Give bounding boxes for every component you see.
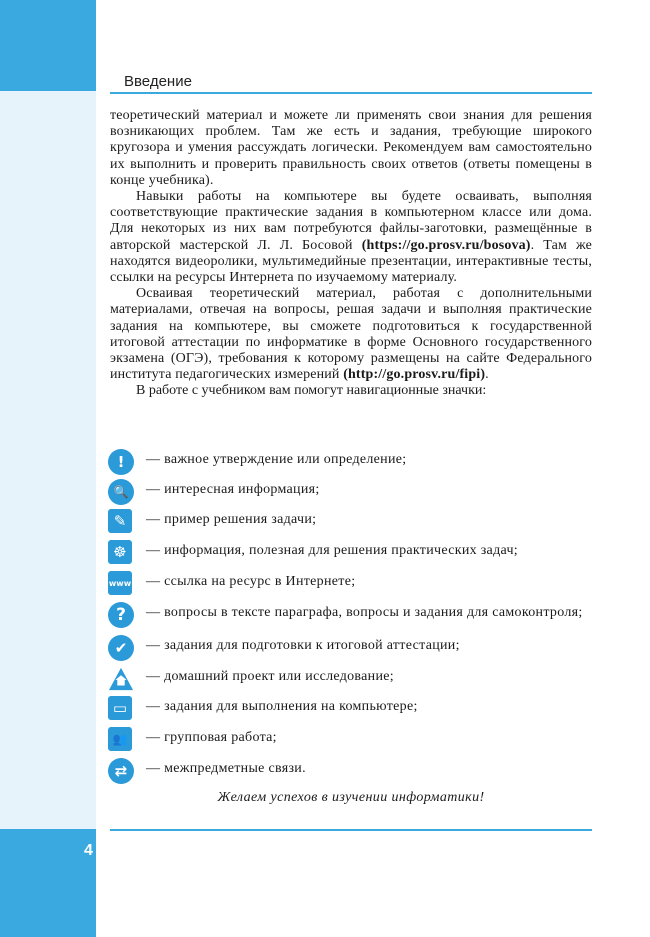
icon-description: — интересная информация; bbox=[146, 482, 320, 497]
magnifier-icon: 🔍 bbox=[108, 479, 134, 505]
checkmark-icon: ✔ bbox=[108, 635, 134, 661]
link-fipi[interactable]: (http://go.prosv.ru/fipi) bbox=[343, 367, 486, 383]
house-shape bbox=[108, 666, 134, 692]
exclamation-icon: ! bbox=[108, 449, 134, 475]
left-margin-strip bbox=[0, 0, 96, 937]
page-number: 4 bbox=[84, 842, 93, 859]
icon-description: — задания для подготовки к итоговой аттестации; bbox=[146, 638, 460, 653]
header-color-block bbox=[0, 0, 96, 91]
icon-description: — ссылка на ресурс в Интернете; bbox=[146, 574, 356, 589]
arrows-icon: ⇄ bbox=[108, 758, 134, 784]
group-icon: 👥 bbox=[108, 727, 132, 751]
footer-color-block bbox=[0, 829, 96, 937]
header-rule bbox=[110, 92, 592, 94]
footer-rule bbox=[110, 829, 592, 831]
closing-line: Желаем успехов в изучении информатики! bbox=[217, 790, 485, 805]
computer-icon: ▭ bbox=[108, 696, 132, 720]
body-text bbox=[110, 108, 592, 400]
link-bosova[interactable]: (https://go.prosv.ru/bosova) bbox=[361, 237, 531, 253]
www-icon: www bbox=[108, 571, 132, 595]
section-title: Введение bbox=[124, 73, 192, 90]
icon-description: — задания для выполнения на компьютере; bbox=[146, 699, 418, 714]
paragraph: Навыки работы на компьютере вы будете осваивать, выполняя соответствующие практические задания в компьютерном классе или дома. Для некоторых из них вам потребуются файлы-заготовки, размещённые в авторской мастерской Л. Л. Босовой (https://go.prosv.ru/bosova). Там же находятся видеоролики, мультимедийные презентации, интерактивные тесты, ссылки на ресурсы Интернета по изучаемому материалу. bbox=[110, 189, 593, 286]
icon-description: — вопросы в тексте параграфа, вопросы и задания для самоконтроля; bbox=[146, 605, 583, 620]
pencil-icon: ✎ bbox=[108, 509, 132, 533]
navigation-intro: В работе с учебником вам помогут навигационные значки: bbox=[136, 383, 487, 399]
paragraph: теоретический материал и можете ли применять свои знания для решения возникающих проблем. Там же есть и задания, требующие широкого кругозора и умения рассуждать логически. Рекомендуем вам самостоятельно их выполнить и проверить правильность своих ответов (ответы помещены в конце учебника). bbox=[110, 108, 592, 188]
icon-description: — информация, полезная для решения практических задач; bbox=[146, 543, 518, 558]
icon-description: — домашний проект или исследование; bbox=[146, 669, 394, 684]
house-icon bbox=[108, 666, 134, 692]
icon-description: — групповая работа; bbox=[146, 730, 277, 745]
helm-wheel-icon: ☸ bbox=[108, 540, 132, 564]
question-icon: ? bbox=[108, 602, 134, 628]
icon-description: — важное утверждение или определение; bbox=[146, 452, 407, 467]
paragraph: Осваивая теоретический материал, работая с дополнительными материалами, отвечая на вопросы, решая задачи и выполняя практические задания на компьютере, вы сможете подготовиться к государственной итоговой аттестации по информатике в форме Основного государственного экзамена (ОГЭ), требования к которому размещены на сайте Федерального института педагогических измерений (http://go.prosv.ru/fipi). bbox=[110, 286, 592, 383]
icon-description: — пример решения задачи; bbox=[146, 512, 317, 527]
icon-description: — межпредметные связи. bbox=[146, 761, 306, 776]
